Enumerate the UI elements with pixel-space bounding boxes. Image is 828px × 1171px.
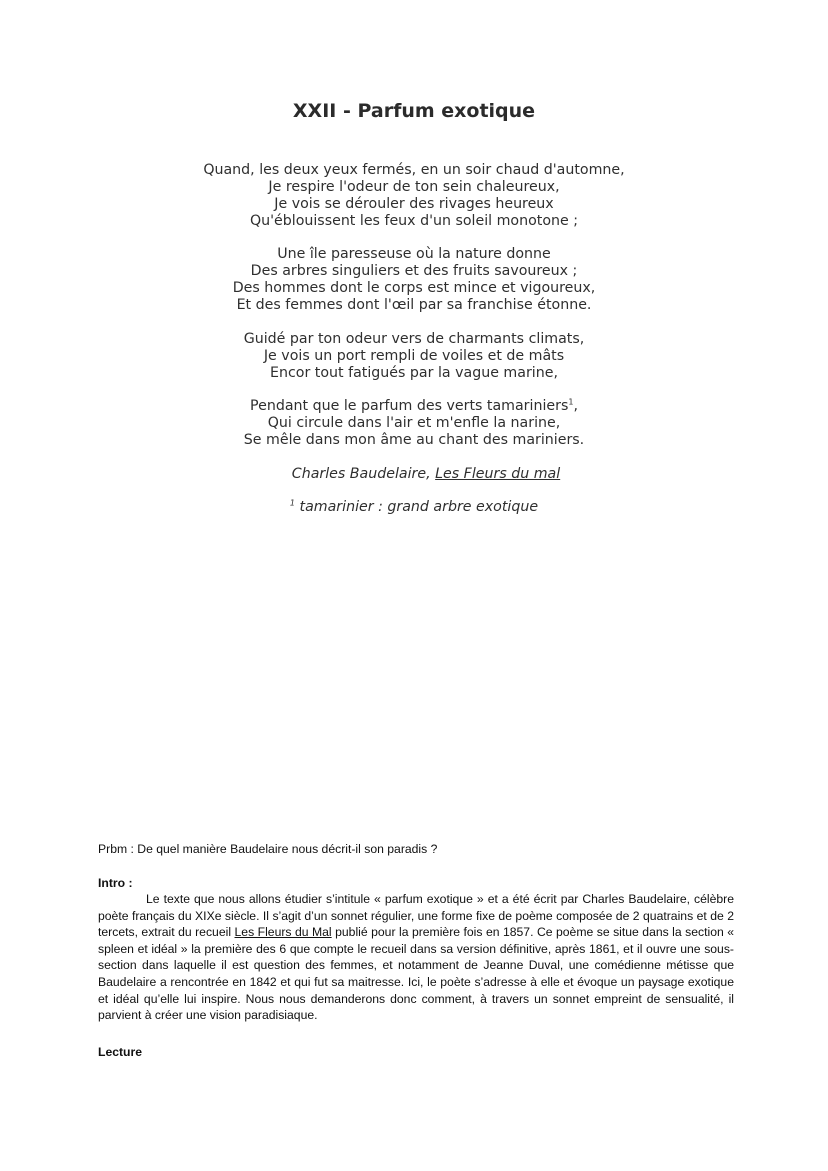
author-name: Charles Baudelaire, xyxy=(291,466,431,482)
verse-line: Qu'éblouissent les feux d'un soleil monotone ; xyxy=(249,213,579,229)
verse-line: Des arbres singuliers et des fruits savoureux ; xyxy=(250,263,578,279)
lecture-heading: Lecture xyxy=(98,1045,143,1059)
footnote-number: 1 xyxy=(289,498,296,508)
verse-line: Je respire l'odeur de ton sein chaleureux, xyxy=(268,179,560,195)
verse-line: Et des femmes dont l'œil par sa franchise étonne. xyxy=(236,297,592,313)
verse-line: Guidé par ton odeur vers de charmants climats, xyxy=(243,331,585,347)
verse-line-with-footnote: Pendant que le parfum des verts tamariniers$^1$, xyxy=(250,397,578,414)
verse-line: Se mêle dans mon âme au chant des mariniers. xyxy=(243,432,585,448)
verse-line: Qui circule dans l'air et m'enfle la narine, xyxy=(267,415,561,431)
stanza-tercet-1 xyxy=(0,331,828,382)
poem-attribution xyxy=(0,466,828,482)
verse-line: Je vois un port rempli de voiles et de mâts xyxy=(263,348,565,364)
footnote xyxy=(0,499,828,515)
verse-text: Pendant que le parfum des verts tamariniers xyxy=(250,398,569,414)
stanza-quatrain-1 xyxy=(0,162,828,230)
book-title: Les Fleurs du Mal xyxy=(234,925,332,940)
verse-line: Je vois se dérouler des rivages heureux xyxy=(274,196,554,212)
stanza-quatrain-2 xyxy=(0,246,828,314)
poem-title: XXII - Parfum exotique xyxy=(292,100,536,122)
intro-heading: Intro : xyxy=(98,876,133,890)
problematic-statement: Prbm : De quel manière Baudelaire nous décrit-il son paradis ? xyxy=(98,842,438,856)
work-title: Les Fleurs du mal xyxy=(435,466,561,482)
verse-line: Une île paresseuse où la nature donne xyxy=(277,246,551,262)
verse-line: Quand, les deux yeux fermés, en un soir chaud d'automne, xyxy=(203,162,625,178)
intro-paragraph xyxy=(98,891,734,1024)
footnote-marker: 1 xyxy=(568,397,574,407)
intro-text-part2: publié pour la première fois en 1857. Ce poème se situe dans la section « spleen et idéal » la première des 6 que compte le recueil dans sa version définitive, après 1861, et il ouvre une sous-section dans laquelle il est question des femmes, et notamment de Jeanne Duval, une comédienne métisse que Baudelaire a rencontrée en 1842 et qui fut sa maitresse. Ici, le poète s’adresse à elle et évoque un paysage exotique et idéal qu’elle lui inspire. Nous nous demanderons donc comment, à travers un sonnet empreint de sensualité, il parvient à créer une vision paradisiaque. xyxy=(98,925,735,1023)
intro-text-part1: Le texte que nous allons étudier s’intitule « parfum exotique » et a été écrit par Charles Baudelaire, célèbre poète français du XIXe siècle. Il s’agit d’un sonnet régulier, une forme fixe de poème composée de 2 quatrains et de 2 tercets, extrait du recueil xyxy=(98,892,734,940)
stanza-tercet-2 xyxy=(0,398,828,449)
verse-line: Encor tout fatigués par la vague marine, xyxy=(270,365,558,381)
footnote-text: tamarinier : grand arbre exotique xyxy=(299,499,539,515)
verse-line: Des hommes dont le corps est mince et vigoureux, xyxy=(232,280,596,296)
